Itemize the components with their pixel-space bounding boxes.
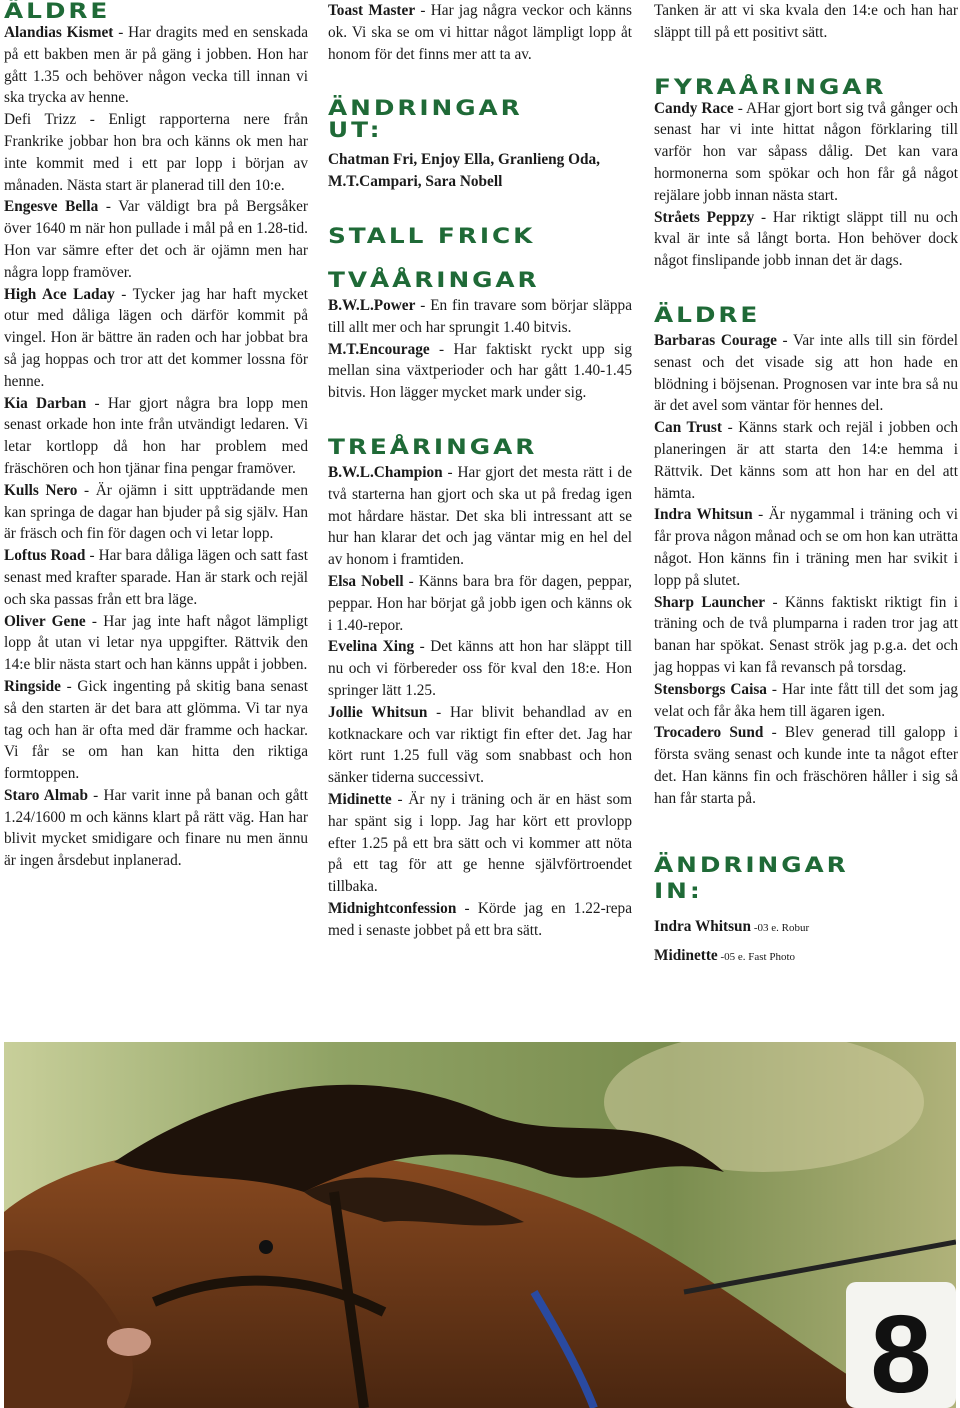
horse-entry xyxy=(4,22,308,109)
entry-text: - Har varit inne på banan och gått 1.24/1600 m och känns klart på rätt väg. Han har blivit mycket smidigare och finare nu men ännu är ingen årsdebut inplanerad. xyxy=(4,786,308,870)
horse-name: Kia Darban xyxy=(4,394,87,412)
horse-name: Evelina Xing xyxy=(328,638,415,656)
horse-name: Oliver Gene xyxy=(4,612,86,630)
horse-name: Loftus Road xyxy=(4,547,86,565)
entry-text: - Var väldigt bra på Bergsåker över 1640 m när hon pullade i mål på en 1.28-tid. Hon var sämre efter det och är ojämn men har några lopp framöver. xyxy=(4,198,308,281)
horse-entry xyxy=(328,571,632,636)
entry-text: - Har gjort det mesta rätt i de två starterna han gjort och ska ut på fredag igen mot hårdare hästar. Det ska bli intressant att se hur han klarar det och jag väntar mig en hel del av honom i framtiden. xyxy=(328,463,632,569)
horse-name: M.T.Encourage xyxy=(328,340,430,358)
horse-name: Staro Almab xyxy=(4,786,88,804)
horse-entry xyxy=(4,785,308,872)
horse-name: High Ace Laday xyxy=(4,285,115,303)
entries-list xyxy=(654,98,958,272)
entry-text: - Var inte alls till sin fördel senast och det visade sig att hon hade en blödning i böjsenan. Prognosen var inte bra så nu är det avel som väntar för hennes del. xyxy=(654,331,958,415)
horse-name: Candy Race xyxy=(654,99,734,117)
section-heading-changes: ÄNDRINGAR xyxy=(328,96,523,121)
entry-text: - Känns faktiskt riktigt fin i träning och de två plumparna i raden tror jag att banan har spökat. Senast strök jag p.g.a. det och jag hoppas vi kan få revansch på torsdag. xyxy=(654,593,958,676)
entries-list xyxy=(654,330,958,810)
intro-paragraph: Tanken är att vi ska kvala den 14:e och han har släppt till på ett positivt sätt. xyxy=(654,2,958,41)
entry-text: - En fin travare som börjar släppa till allt mer och har sprungit 1.40 bitvis. xyxy=(328,296,632,336)
section-heading-out: UT: xyxy=(328,118,383,143)
horse-entry xyxy=(328,295,632,339)
entry-text: - Känns bara bra för dagen, peppar, peppar. Hon har börjat gå jobb igen och känns ok i 1.40-repor. xyxy=(328,572,632,634)
entries-list xyxy=(328,462,632,942)
section-heading-in: IN: xyxy=(654,878,703,903)
entries-list xyxy=(4,22,308,872)
horse-name: Trocadero Sund xyxy=(654,724,764,742)
change-in-item xyxy=(654,916,958,940)
entry-text: - Har dragits med en senskada på ett bakben men är på gäng i jobben. Hon har gått 1.35 och behöver någon vecka till innan vi ska trycka av henne. xyxy=(4,24,308,107)
entry-text: - Det känns att hon har släppt till nu och vi förbereder oss för kval den 18:e. Hon springer lätt 1.25. xyxy=(328,638,632,699)
horse-entry xyxy=(4,545,308,610)
horse-name: Elsa Nobell xyxy=(328,572,404,590)
change-in-item xyxy=(654,945,958,969)
horse-entry xyxy=(654,592,958,679)
entry-text: Defi Trizz - Enligt rapporterna nere från Frankrike jobbar hon bra och känns ok men har inte kommit med i ett par lopp i början av månaden. Nästa start är planerad till den 10:e. xyxy=(4,111,308,194)
horse-eye xyxy=(259,1240,273,1254)
entry-text: - Tycker jag har haft mycket otur med dåliga lägen och därför kommit på vingel. Hon är bättre än raden och har jobbat bra så jag hoppas och tror att det kommer lossna för henne. xyxy=(4,285,308,390)
horse-name: Midinette xyxy=(328,790,392,808)
horse-entry xyxy=(654,722,958,809)
entry-text: - Har jag inte haft något lämpligt lopp åt utan vi letar nya uppgifter. Rättvik den 14:e blir nästa start och han känns uppåt i jobben. xyxy=(4,612,308,674)
section-heading-stable: STALL FRICK xyxy=(328,223,536,248)
horse-name: Sharp Launcher xyxy=(654,593,766,611)
horse-entry xyxy=(654,207,958,272)
horse-photo xyxy=(4,1042,956,1408)
horse-entry xyxy=(4,109,308,196)
entry-text: - Är ojämn i sitt uppträdande men kan springa de dagar han bjuder på sig själv. Han är fräsch och fin för dagen och vi letar lopp. xyxy=(4,481,308,543)
section-heading-four-year-olds: FYRAÅRINGAR xyxy=(654,74,887,99)
horse-name: Stråets Peppzy xyxy=(654,208,755,226)
horse-entry xyxy=(4,393,308,480)
horse-entry xyxy=(4,196,308,283)
pedigree-credit: -03 e. Robur xyxy=(751,921,810,934)
horse-name: Jollie Whitsun xyxy=(328,703,428,721)
section-heading-changes: ÄNDRINGAR xyxy=(654,852,849,877)
horse-name: Indra Whitsun xyxy=(654,506,753,524)
horse-entry xyxy=(328,898,632,942)
entry-text: - Körde jag en 1.22-repa med i senaste jobbet på ett bra sätt. xyxy=(328,899,632,939)
section-heading-two-year-olds: TVÅÅRINGAR xyxy=(328,267,540,292)
horse-name: B.W.L.Power xyxy=(328,296,416,314)
horse-name: Midinette xyxy=(654,947,718,965)
horse-nostril xyxy=(107,1328,151,1356)
horse-entry xyxy=(654,504,958,591)
horse-name: B.W.L.Champion xyxy=(328,463,443,481)
horse-illustration xyxy=(4,1042,956,1408)
horse-entry xyxy=(328,789,632,898)
section-heading-three-year-olds: TREÅRINGAR xyxy=(328,434,538,459)
horse-name: Can Trust xyxy=(654,419,722,437)
entry-text: - Har gjort några bra lopp men senast orkade hon inte från utvändigt ledaren. Vi letar kortlopp då hon har problem med fräschören och hon tjänar fina pengar framöver. xyxy=(4,394,308,477)
entry-text: - Har riktigt släppt till nu och kval är inte så långt borta. Hon behöver dock något finslipande jobb innan det är dags. xyxy=(654,208,959,270)
horse-name: Alandias Kismet xyxy=(4,24,114,41)
entry-text: - Gick ingenting på skitig bana senast så den starten är det bara att glömma. Vi tar nya tag och han är ofta med där framme och hackar. Vi får se om han kan hitta den riktiga formtoppen. xyxy=(4,677,308,783)
entry-text: - Har inte fått till det som jag velat och får åka hem till ägaren igen. xyxy=(654,680,958,720)
changes-out-list: Chatman Fri, Enjoy Ella, Granlieng Oda, M.T.Campari, Sara Nobell xyxy=(328,151,600,191)
column-1 xyxy=(4,0,308,872)
entry-text: - Har blivit behandlad av en kotknackare och var riktigt fin efter det. Jag har kört runt 1.25 full väg som snabbast och hon sänker tiderna successivt. xyxy=(328,703,632,787)
horse-entry xyxy=(4,611,308,676)
horse-name: Ringside xyxy=(4,677,61,695)
horse-entry xyxy=(328,702,632,789)
pedigree-credit: -05 e. Fast Photo xyxy=(717,951,796,964)
horse-name: Engesve Bella xyxy=(4,198,99,216)
horse-entry xyxy=(4,284,308,393)
horse-name: Kulls Nero xyxy=(4,481,78,499)
horse-entry xyxy=(4,480,308,545)
horse-entry xyxy=(328,462,632,571)
entry-text: - Känns stark och rejäl i jobben och planeringen är att starta den 14:e hemma i Rättvik. Det känns som att hon har en del att hämta. xyxy=(654,419,958,502)
entry-text: - Är nygammal i träning och vi får prova någon månad och se om hon kan uträtta något. Hon känns fin i träning men har svikit i lopp på slutet. xyxy=(654,506,958,589)
entries-list xyxy=(328,295,632,404)
horse-name: Indra Whitsun xyxy=(654,917,752,935)
entry-text: - Är ny i träning och är en häst som har spänt sig i lopp. Jag har kört ett provlopp efter 1.25 på ett bra sätt och vi kommer att nöta på ett tag för att ge henne självförtroendet tillbaka. xyxy=(328,790,632,896)
horse-entry xyxy=(654,679,958,723)
horse-entry xyxy=(4,676,308,785)
column-3 xyxy=(654,0,958,969)
horse-name: Stensborgs Caisa xyxy=(654,680,767,698)
changes-in-list xyxy=(654,916,958,970)
horse-name: Midnightconfession xyxy=(328,899,457,917)
entry-text: - AHar gjort bort sig två gånger och senast har vi inte hittat någon förklaring till varför hon var såpass dålig. Det kan vara hormonerna som spökar och hon får gå något rejälare jobb innan nästa start. xyxy=(654,99,958,204)
section-heading-older: ÄLDRE xyxy=(654,302,761,327)
entry-text: - Har bara dåliga lägen och satt fast senast med krafter sparade. Han är stark och rejäl och ska passas från ett bra läge. xyxy=(4,547,308,608)
section-heading-older: ÄLDRE xyxy=(4,0,111,23)
horse-name: Barbaras Courage xyxy=(654,331,777,349)
entry-text: - Blev generad till galopp i första sväng senast och kunde inte ta något efter det. Han känns fin och fräschören håller i sig så han får starta på. xyxy=(654,724,958,807)
horse-entry xyxy=(654,330,958,417)
start-number: 8 xyxy=(870,1293,932,1408)
horse-entry xyxy=(328,636,632,701)
horse-entry xyxy=(654,98,958,207)
horse-entry xyxy=(654,417,958,504)
column-2 xyxy=(328,0,632,942)
entry-toast-master: Toast Master - Har jag några veckor och känns ok. Vi ska se om vi hittar något lämpligt lopp åt honom för det finns mer att ta av. xyxy=(328,2,632,63)
horse-entry xyxy=(328,339,632,404)
entry-text: - Har faktiskt ryckt upp sig mellan sina växtperioder och har gått 1.40-1.45 bitvis. Hon lägger mycket mark under sig. xyxy=(328,340,632,402)
